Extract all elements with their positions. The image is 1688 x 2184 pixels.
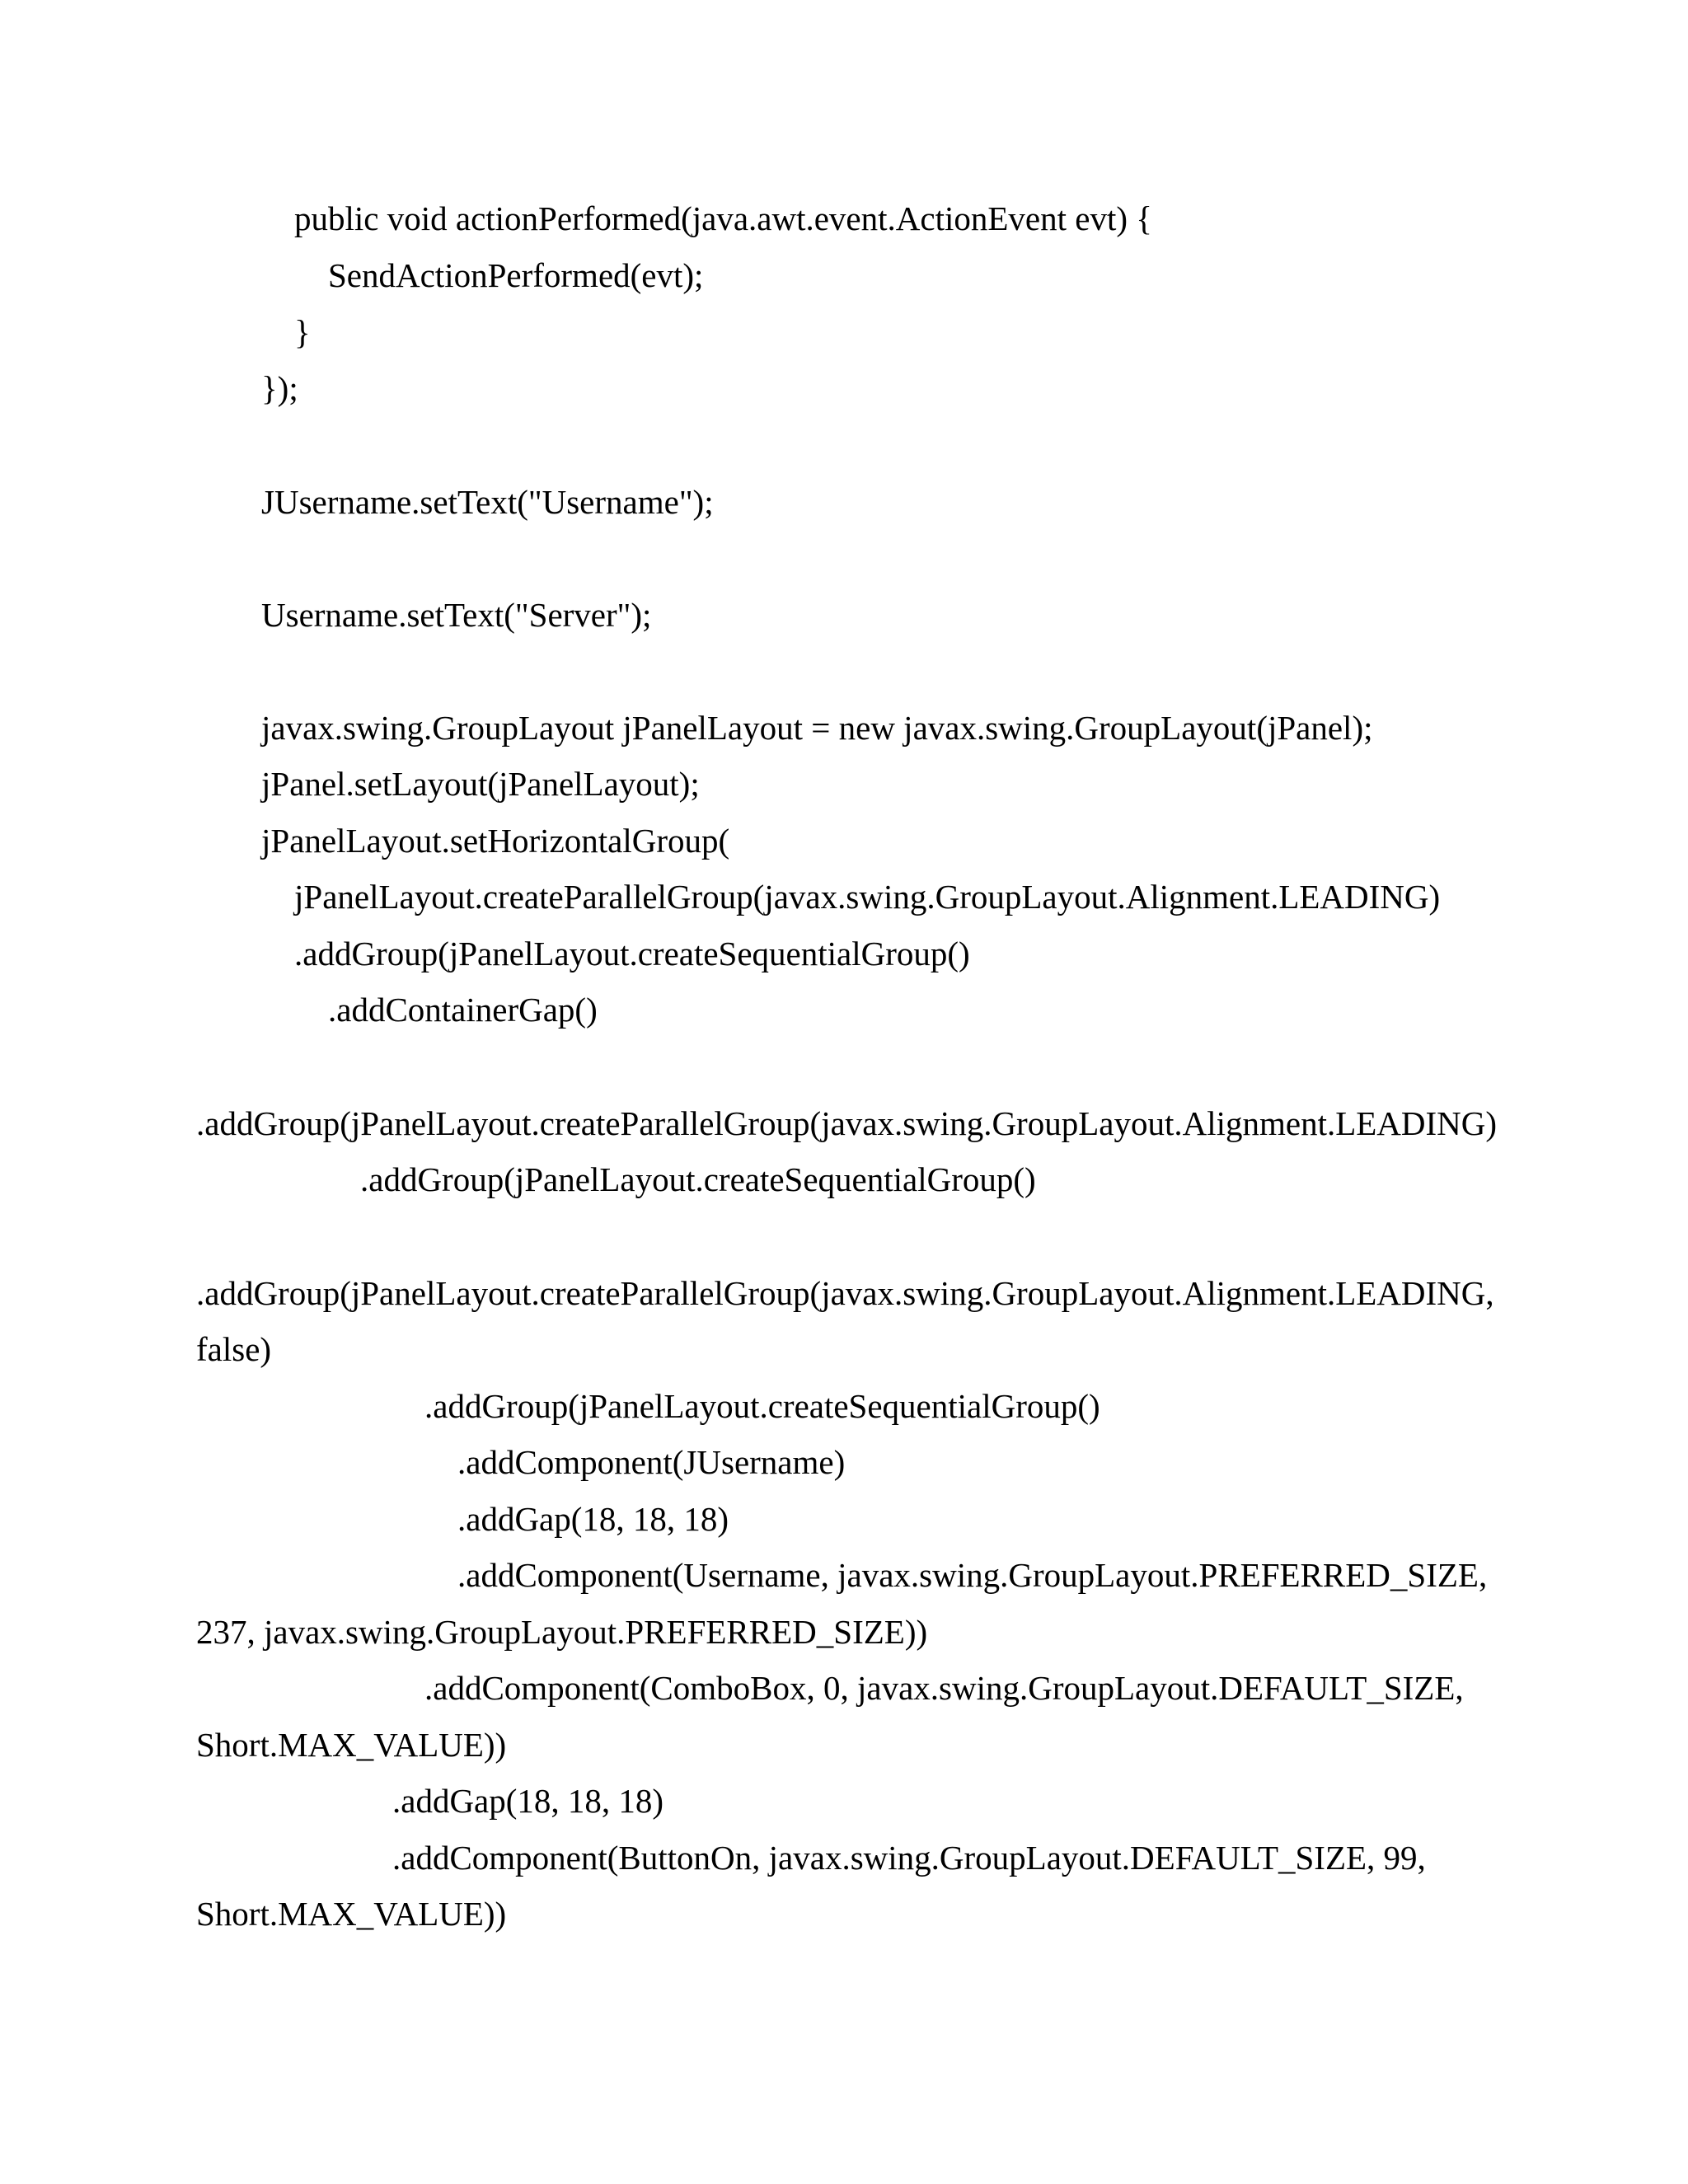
code-line: jPanel.setLayout(jPanelLayout); (261, 765, 700, 803)
code-line: .addGroup(jPanelLayout.createParallelGroup(javax.swing.GroupLayout.Alignment.LEADING) (196, 1104, 1498, 1142)
code-line: .addComponent(ButtonOn, javax.swing.GroupLayout.DEFAULT_SIZE, 99, (392, 1839, 1426, 1877)
code-line: .addContainerGap() (328, 991, 598, 1029)
code-line: .addGroup(jPanelLayout.createParallelGroup(javax.swing.GroupLayout.Alignment.LEADING, (196, 1274, 1494, 1312)
code-line: } (294, 313, 311, 351)
code-line: JUsername.setText("Username"); (261, 483, 714, 521)
code-line: Short.MAX_VALUE)) (196, 1895, 507, 1933)
code-line: jPanelLayout.setHorizontalGroup( (261, 822, 730, 860)
code-line: .addComponent(ComboBox, 0, javax.swing.GroupLayout.DEFAULT_SIZE, (424, 1669, 1464, 1707)
code-line: }); (261, 369, 298, 407)
code-line: public void actionPerformed(java.awt.event.ActionEvent evt) { (294, 199, 1152, 237)
code-line: SendActionPerformed(evt); (328, 256, 704, 294)
code-line: javax.swing.GroupLayout jPanelLayout = new javax.swing.GroupLayout(jPanel); (261, 709, 1373, 747)
code-line: jPanelLayout.createParallelGroup(javax.swing.GroupLayout.Alignment.LEADING) (294, 878, 1441, 916)
code-line: false) (196, 1330, 272, 1368)
code-line: .addComponent(JUsername) (457, 1443, 846, 1481)
code-line: Short.MAX_VALUE)) (196, 1726, 507, 1764)
code-line: .addGroup(jPanelLayout.createSequentialGroup() (294, 935, 970, 972)
code-line: .addGroup(jPanelLayout.createSequentialGroup() (360, 1160, 1036, 1198)
code-line: .addComponent(Username, javax.swing.GroupLayout.PREFERRED_SIZE, (457, 1556, 1488, 1594)
code-line: .addGroup(jPanelLayout.createSequentialGroup() (424, 1387, 1100, 1425)
code-line: .addGap(18, 18, 18) (392, 1782, 664, 1820)
code-line: .addGap(18, 18, 18) (457, 1500, 729, 1538)
code-line: 237, javax.swing.GroupLayout.PREFERRED_SIZE)) (196, 1613, 928, 1651)
code-line: Username.setText("Server"); (261, 596, 652, 634)
